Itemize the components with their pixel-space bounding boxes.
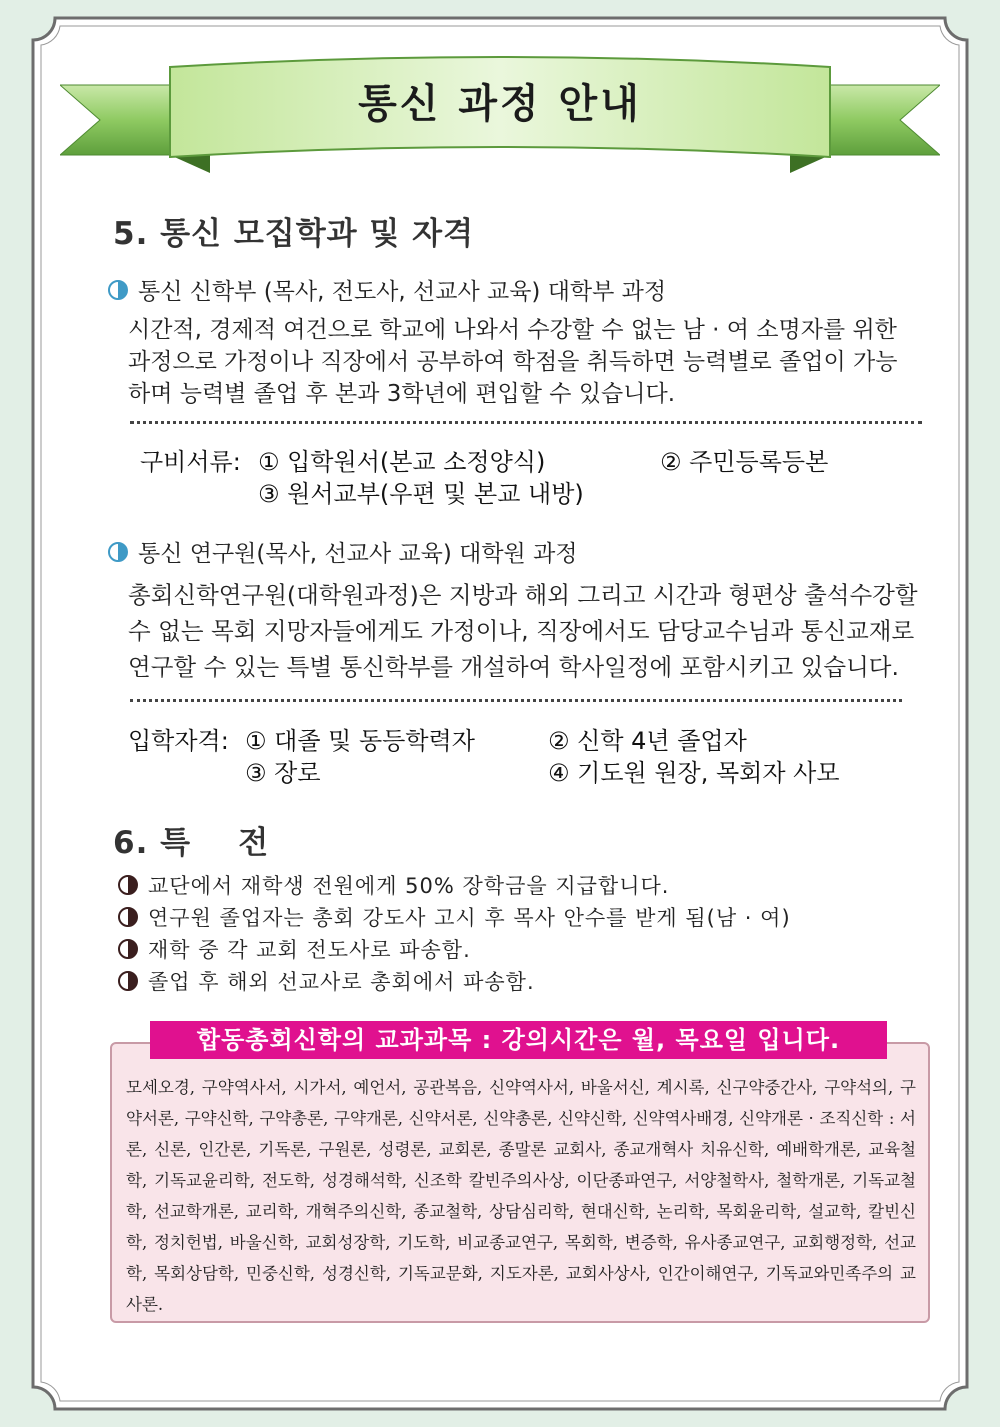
half-circle-bullet-icon — [118, 907, 138, 927]
feature-item-text: 졸업 후 해외 선교사로 총회에서 파송함. — [148, 970, 535, 994]
docs-item-1: ① 입학원서(본교 소정양식) — [258, 448, 546, 476]
docs-item-2: ② 주민등록등본 — [660, 448, 829, 476]
half-circle-bullet-icon — [118, 875, 138, 895]
half-circle-bullet-icon — [108, 280, 128, 300]
section-6-title: 6. 특 전 — [113, 825, 270, 861]
docs-item-3: ③ 원서교부(우편 및 본교 내방) — [258, 480, 584, 508]
paragraph-line: 수 없는 목회 지망자들에게도 가정이나, 직장에서도 담당교수님과 통신교재로 — [128, 617, 915, 645]
qualification-label: 입학자격: — [128, 727, 229, 755]
subsection-heading-text: 통신 연구원(목사, 선교사 교육) 대학원 과정 — [138, 541, 578, 567]
dotted-divider — [130, 421, 922, 424]
half-circle-bullet-icon — [118, 971, 138, 991]
qualification-item-3: ③ 장로 — [245, 759, 321, 787]
docs-label: 구비서류: — [140, 448, 241, 476]
qualification-item-2: ② 신학 4년 졸업자 — [548, 727, 747, 755]
paragraph-line: 연구할 수 있는 특별 통신학부를 개설하여 학사일정에 포함시키고 있습니다. — [128, 653, 899, 681]
curriculum-text: 모세오경, 구약역사서, 시가서, 예언서, 공관복음, 신약역사서, 바울서신, 계시록, 신구약중간사, 구약석의, 구약서론, 구약신학, 구약총론, 구약개론, 신약서론, 신약총론, 신약신학, 신약역사배경, 신약개론 · 조직신학 : 서론, 신론, 인간론, 기독론, 구원론, 성령론, 교회론, 종말론 교회사, 종교개혁사 치유신학, 예배학개론, 교육철학, 기독교윤리학, 전도학, 성경해석학, 신조학 칼빈주의사상, 이단종파연구, 서양철학사, 철학개론, 기독교철학, 선교학개론, 교리학, 개혁주의신학, 종교철학, 상담심리학, 현대신학, 논리학, 목회윤리학, 설교학, 칼빈신학, 정치헌법, 바울신학, 교회성장학, 기도학, 비교종교연구, 목회학, 변증학, 유사종교연구, 교회행정학, 선교학, 목회상담학, 민중신학, 성경신학, 기독교문화, 지도자론, 교회사상사, 인간이해연구, 기독교와민족주의 교사론. — [126, 1078, 916, 1314]
subsection-heading — [108, 535, 578, 568]
page-title: 통신 과정 안내 — [358, 81, 642, 127]
paragraph-line: 시간적, 경제적 여건으로 학교에 나와서 수강할 수 없는 남 · 여 소명자를 위한 — [128, 317, 897, 343]
feature-item-text: 재학 중 각 교회 전도사로 파송함. — [148, 938, 471, 962]
half-circle-bullet-icon — [108, 542, 128, 562]
subsection-description — [128, 577, 918, 685]
subsection-heading-text: 통신 신학부 (목사, 전도사, 선교사 교육) 대학부 과정 — [138, 279, 667, 305]
paragraph-line: 하며 능력별 졸업 후 본과 3학년에 편입할 수 있습니다. — [128, 381, 676, 407]
half-circle-bullet-icon — [118, 939, 138, 959]
qualification-item-1: ① 대졸 및 동등학력자 — [245, 727, 475, 755]
feature-item — [118, 934, 471, 964]
section-5-title: 5. 통신 모집학과 및 자격 — [113, 216, 475, 252]
paragraph-line: 과정으로 가정이나 직장에서 공부하여 학점을 취득하면 능력별로 졸업이 가능 — [128, 349, 898, 375]
subsection-description — [128, 314, 918, 410]
dotted-divider — [130, 699, 902, 702]
feature-item — [118, 870, 669, 900]
feature-item — [118, 966, 535, 996]
qualification-item-4: ④ 기도원 원장, 목회자 사모 — [548, 759, 840, 787]
feature-item-text: 연구원 졸업자는 총회 강도사 고시 후 목사 안수를 받게 됨(남 · 여) — [148, 906, 791, 930]
paragraph-line: 총회신학연구원(대학원과정)은 지방과 해외 그리고 시간과 형편상 출석수강할 — [128, 581, 918, 609]
curriculum-header: 합동총회신학의 교과과목 : 강의시간은 월, 목요일 입니다. — [150, 1021, 887, 1059]
feature-item — [118, 902, 791, 932]
feature-item-text: 교단에서 재학생 전원에게 50% 장학금을 지급합니다. — [148, 874, 670, 898]
subsection-heading — [108, 273, 666, 306]
